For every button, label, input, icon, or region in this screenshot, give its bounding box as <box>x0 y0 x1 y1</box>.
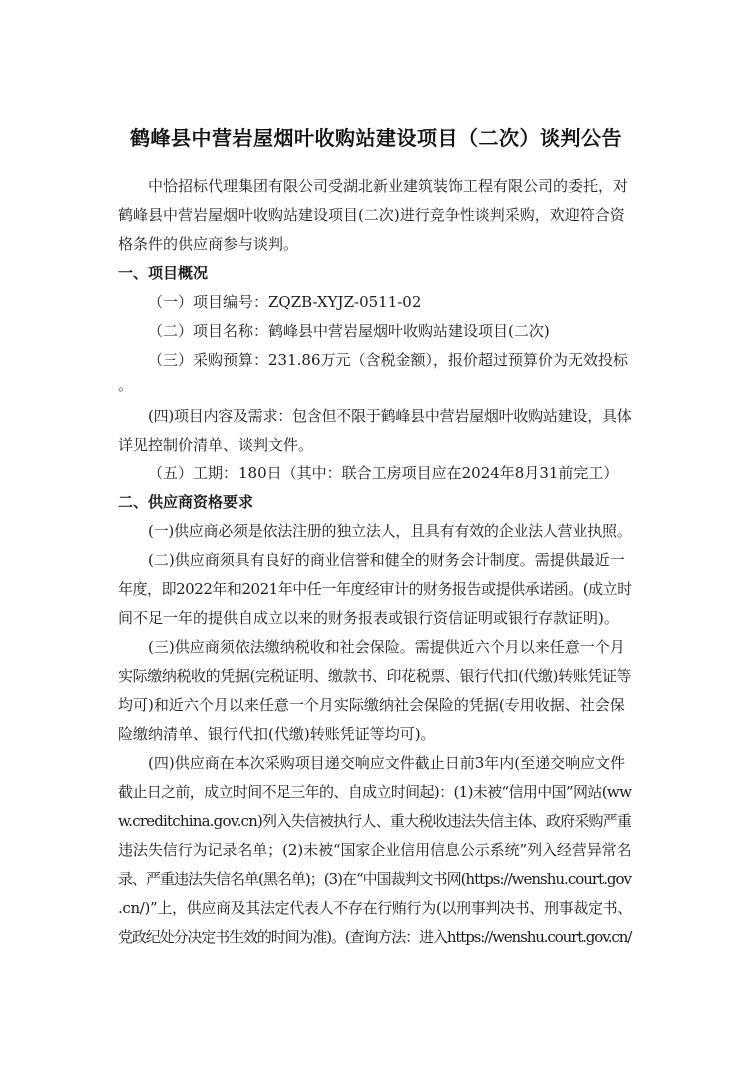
req-line-14: .cn/)”上，供应商及其法定代表人不存在行贿行为(以刑事判决书、刑事裁定书、 <box>118 899 632 917</box>
project-budget: （三）采购预算：231.86万元（含税金额），报价超过预算价为无效投标 <box>148 351 628 369</box>
req-line-15: 党政纪处分决定书生效的时间为准)。(查询方法：进入https://wenshu.court.gov.cn/ <box>118 928 632 946</box>
project-content-cont: 详见控制价清单、谈判文件。 <box>118 436 314 454</box>
project-duration: （五）工期：180日（其中：联合工房项目应在2024年8月31前完工） <box>148 464 619 482</box>
req-line-7: 均可)和近六个月以来任意一个月实际缴纳社会保险的凭据(专用收据、社会保 <box>118 696 625 714</box>
req-line-8: 险缴纳清单、银行代扣(代缴)转账凭证等均可)。 <box>118 725 436 743</box>
req-line-5: (三)供应商须依法缴纳税收和社会保险。需提供近六个月以来任意一个月 <box>148 638 625 656</box>
req-line-11: w.creditchina.gov.cn)列入失信被执行人、重大税收违法失信主体、政府采购严重 <box>118 812 632 830</box>
intro-line-3: 格条件的供应商参与谈判。 <box>118 235 299 253</box>
req-line-9: (四)供应商在本次采购项目递交响应文件截止日前3年内(至递交响应文件 <box>148 754 626 772</box>
req-line-3: 年度，即2022年和2021年中任一年度经审计的财务报告或提供承诺函。(成立时 <box>118 580 632 598</box>
intro-line-1: 中恰招标代理集团有限公司受湖北新业建筑装饰工程有限公司的委托，对 <box>148 177 629 195</box>
req-line-1: (一)供应商必须是依法注册的独立法人，且具有有效的企业法人营业执照。 <box>148 522 632 540</box>
project-name: （二）项目名称：鹤峰县中营岩屋烟叶收购站建设项目(二次) <box>148 322 550 340</box>
project-content: (四)项目内容及需求：包含但不限于鹤峰县中营岩屋烟叶收购站建设，具体 <box>148 407 632 425</box>
page-title: 鹤峰县中营岩屋烟叶收购站建设项目（二次）谈判公告 <box>130 126 622 150</box>
intro-line-2: 鹤峰县中营岩屋烟叶收购站建设项目(二次)进行竞争性谈判采购，欢迎符合资 <box>118 206 625 224</box>
req-line-10: 截止日之前，成立时间不足三年的、自成立时间起)：(1)未被“信用中国”网站(ww <box>118 783 632 801</box>
project-budget-cont: 。 <box>118 376 134 394</box>
req-line-13: 录、严重违法失信名单(黑名单)；(3)在“中国裁判文书网(https://wenshu.court.gov <box>118 870 631 888</box>
req-line-6: 实际缴纳税收的凭据(完税证明、缴款书、印花税票、银行代扣(代缴)转账凭证等 <box>118 667 632 685</box>
req-line-12: 违法失信行为记录名单；(2)未被“国家企业信用信息公示系统”列入经营异常名 <box>118 841 632 859</box>
req-line-4: 间不足一年的提供自成立以来的财务报表或银行资信证明或银行存款证明)。 <box>118 609 619 627</box>
req-line-2: (二)供应商须具有良好的商业信誉和健全的财务会计制度。需提供最近一 <box>148 551 625 569</box>
section-1-heading: 一、项目概况 <box>118 264 209 282</box>
project-number: （一）项目编号：ZQZB-XYJZ-0511-02 <box>148 293 422 311</box>
section-2-heading: 二、供应商资格要求 <box>118 493 254 511</box>
